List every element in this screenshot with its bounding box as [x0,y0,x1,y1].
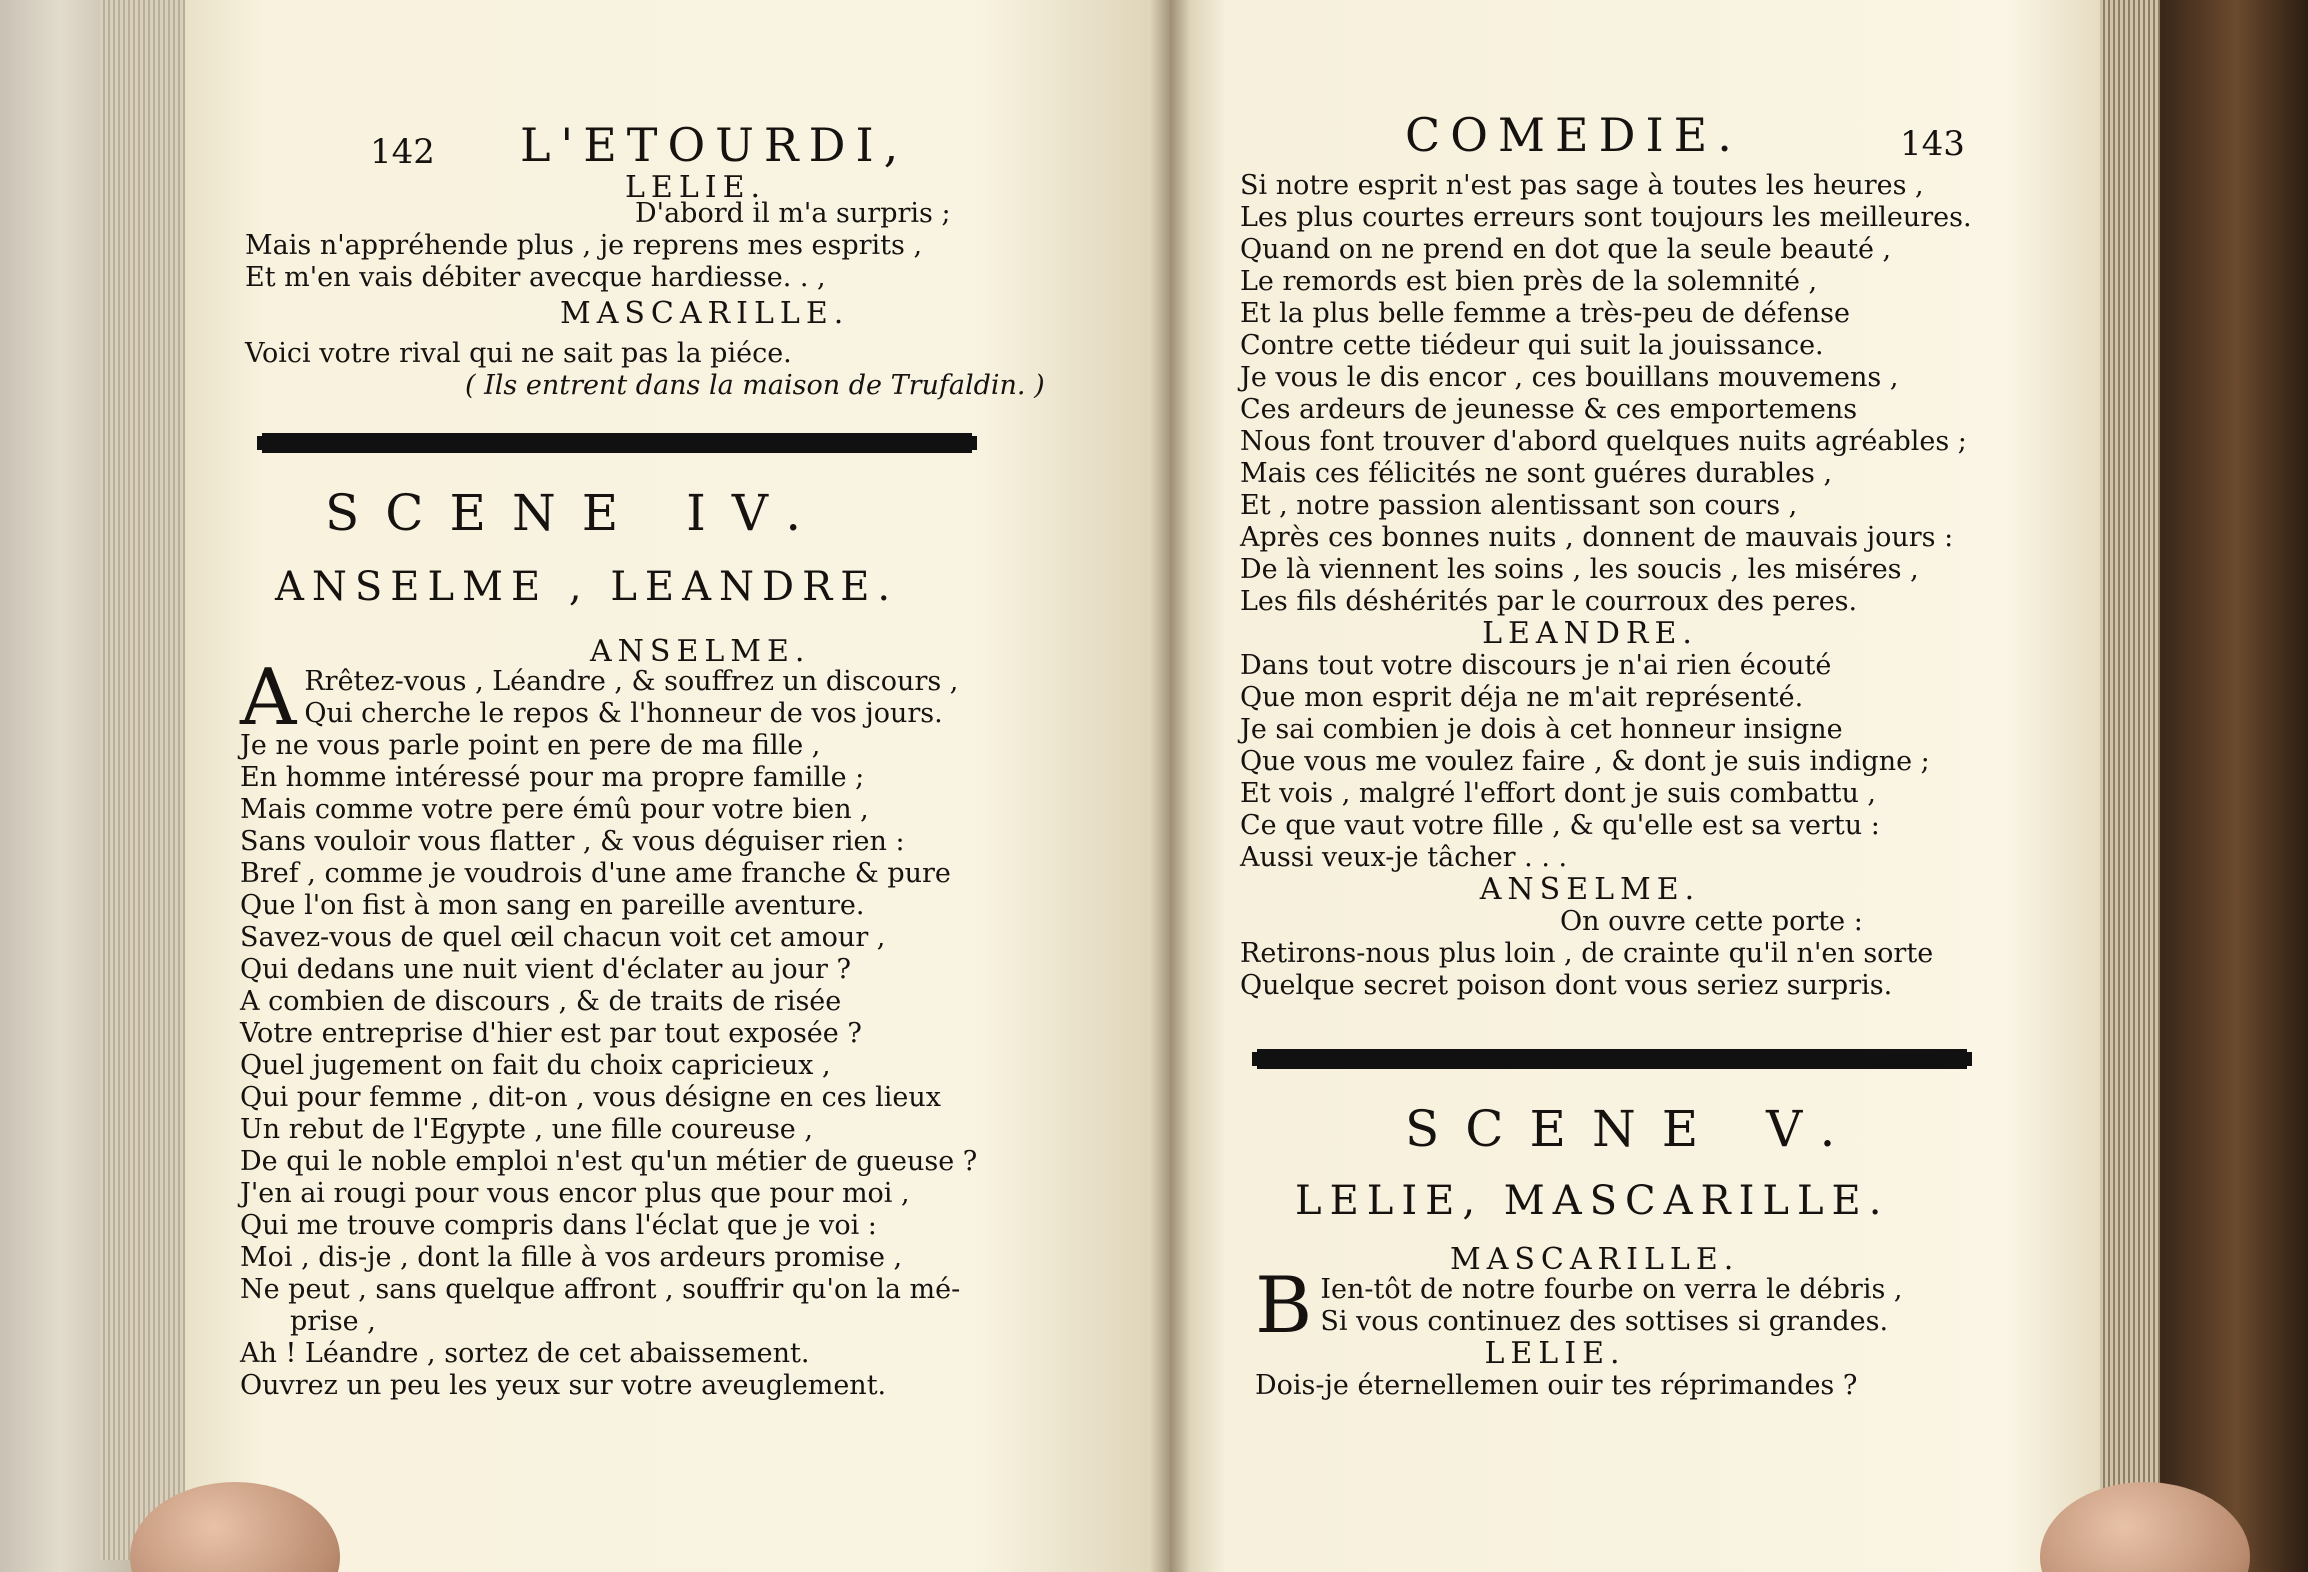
verse-block-1 [245,198,1105,294]
verse-line: En homme intéressé pour ma propre famille ; [240,762,865,793]
running-head-right: COMEDIE. [1405,108,1742,162]
scene-rule [1252,1052,1972,1066]
verse-block-4 [1255,1261,2055,1402]
verse-line: Les plus courtes erreurs sont toujours les meilleures. [1240,202,1972,233]
verse-line: Les fils déshérités par le courroux des peres. [1240,586,1858,617]
verse-line: Après ces bonnes nuits , donnent de mauvais jours : [1240,522,1954,553]
verse-line: Mais n'appréhende plus , je reprens mes esprits , [245,230,923,261]
verse-line: Ien-tôt de notre fourbe on verra le débris , [1320,1274,1903,1305]
verse-line: Dois-je éternellemen ouir tes réprimandes ? [1255,1370,1858,1401]
verse-line: Rrêtez-vous , Léandre , & souffrez un discours , [304,666,959,697]
verse-line: Que l'on fist à mon sang en pareille aventure. [240,890,865,921]
verse-line: Qui me trouve compris dans l'éclat que je voi : [240,1210,877,1241]
speaker-mascarille: MASCARILLE. [560,296,850,331]
verse-line: Aussi veux-je tâcher . . . [1240,842,1568,873]
verse-line: Nous font trouver d'abord quelques nuits agréables ; [1240,426,1967,457]
verse-line: Je sai combien je dois à cet honneur insigne [1240,714,1843,745]
drop-cap: B [1255,1261,1313,1351]
verse-line: Ne peut , sans quelque affront , souffrir qu'on la mé- [240,1274,961,1305]
speaker-lelie: LELIE. [625,170,767,205]
verse-line: Votre entreprise d'hier est par tout exposée ? [240,1018,862,1049]
page-edges-right [2100,0,2160,1572]
left-page [185,0,1170,1572]
verse-line: Bref , comme je voudrois d'une ame franche & pure [240,858,951,889]
verse-line: On ouvre cette porte : [1560,906,1863,937]
verse-line: Le remords est bien près de la solemnité , [1240,266,1818,297]
scene-rule [257,436,977,450]
speaker-lelie: LELIE. [1484,1336,1626,1371]
drop-cap: A [240,653,297,743]
speaker-leandre: LEANDRE. [1482,616,1698,651]
scene-title-v: SCENE V. [1405,1100,1862,1158]
verse-line: De qui le noble emploi n'est qu'un métier de gueuse ? [240,1146,978,1177]
running-head-left: L'ETOURDI, [520,118,909,172]
page-number-left: 142 [370,132,435,172]
verse-line: Si vous continuez des sottises si grandes. [1320,1306,1889,1337]
speaker-mascarille: MASCARILLE. [1450,1242,1740,1277]
verse-line: Sans vouloir vous flatter , & vous déguiser rien : [240,826,905,857]
speaker-anselme: ANSELME. [590,634,811,669]
verse-line: Quelque secret poison dont vous seriez surpris. [1240,970,1893,1001]
verse-line: Ces ardeurs de jeunesse & ces emportemens [1240,394,1858,425]
verse-line: Ce que vaut votre fille , & qu'elle est sa vertu : [1240,810,1880,841]
verse-line: Ouvrez un peu les yeux sur votre aveuglement. [240,1370,887,1401]
verse-line: Voici votre rival qui ne sait pas la piéce. [245,338,792,369]
verse-line: Contre cette tiédeur qui suit la jouissance. [1240,330,1824,361]
verse-line: Mais ces félicités ne sont guéres durables , [1240,458,1833,489]
verse-line: Je vous le dis encor , ces bouillans mouvemens , [1240,362,1899,393]
verse-line: J'en ai rougi pour vous encor plus que pour moi , [240,1178,910,1209]
verse-line: Savez-vous de quel œil chacun voit cet amour , [240,922,886,953]
book-gutter [1150,0,1190,1572]
verse-line: Mais comme votre pere émû pour votre bien , [240,794,869,825]
right-page [1170,0,2100,1572]
verse-line: Que mon esprit déja ne m'ait représenté. [1240,682,1804,713]
scene-characters: ANSELME , LEANDRE. [275,564,899,610]
page-edges-left [100,0,195,1560]
verse-block-3 [1240,170,2060,1002]
page-number-right: 143 [1900,124,1965,164]
verse-line: Qui cherche le repos & l'honneur de vos jours. [304,698,943,729]
verse-line: Ah ! Léandre , sortez de cet abaissement. [240,1338,810,1369]
verse-line: Moi , dis-je , dont la fille à vos ardeurs promise , [240,1242,903,1273]
speaker-anselme: ANSELME. [1479,872,1701,907]
verse-line: Qui pour femme , dit-on , vous désigne en ces lieux [240,1082,942,1113]
verse-line: prise , [290,1306,376,1337]
verse-line: Je ne vous parle point en pere de ma fille , [240,730,821,761]
verse-line: Dans tout votre discours je n'ai rien écouté [1240,650,1832,681]
verse-line: Et , notre passion alentissant son cours , [1240,490,1798,521]
verse-line: Si notre esprit n'est pas sage à toutes les heures , [1240,170,1924,201]
verse-line: Et la plus belle femme a très-peu de défense [1240,298,1850,329]
verse-line: Quand on ne prend en dot que la seule beauté , [1240,234,1892,265]
scene-characters: LELIE, MASCARILLE. [1295,1178,1890,1224]
verse-line: A combien de discours , & de traits de risée [240,986,842,1017]
verse-line: Qui dedans une nuit vient d'éclater au jour ? [240,954,851,985]
verse-block-2 [240,653,1120,1402]
verse-line: D'abord il m'a surpris ; [635,198,951,229]
verse-line: Que vous me voulez faire , & dont je suis indigne ; [1240,746,1930,777]
verse-line: De là viennent les soins , les soucis , les miséres , [1240,554,1919,585]
verse-line: Retirons-nous plus loin , de crainte qu'il n'en sorte [1240,938,1934,969]
verse-line: Et vois , malgré l'effort dont je suis combattu , [1240,778,1877,809]
scene-title-iv: SCENE IV. [325,484,828,542]
verse-line: Et m'en vais débiter avecque hardiesse. . , [245,262,826,293]
stage-direction: ( Ils entrent dans la maison de Trufaldin. ) [465,370,1045,401]
verse-line: Un rebut de l'Egypte , une fille coureuse , [240,1114,813,1145]
verse-line: Quel jugement on fait du choix capricieux , [240,1050,831,1081]
